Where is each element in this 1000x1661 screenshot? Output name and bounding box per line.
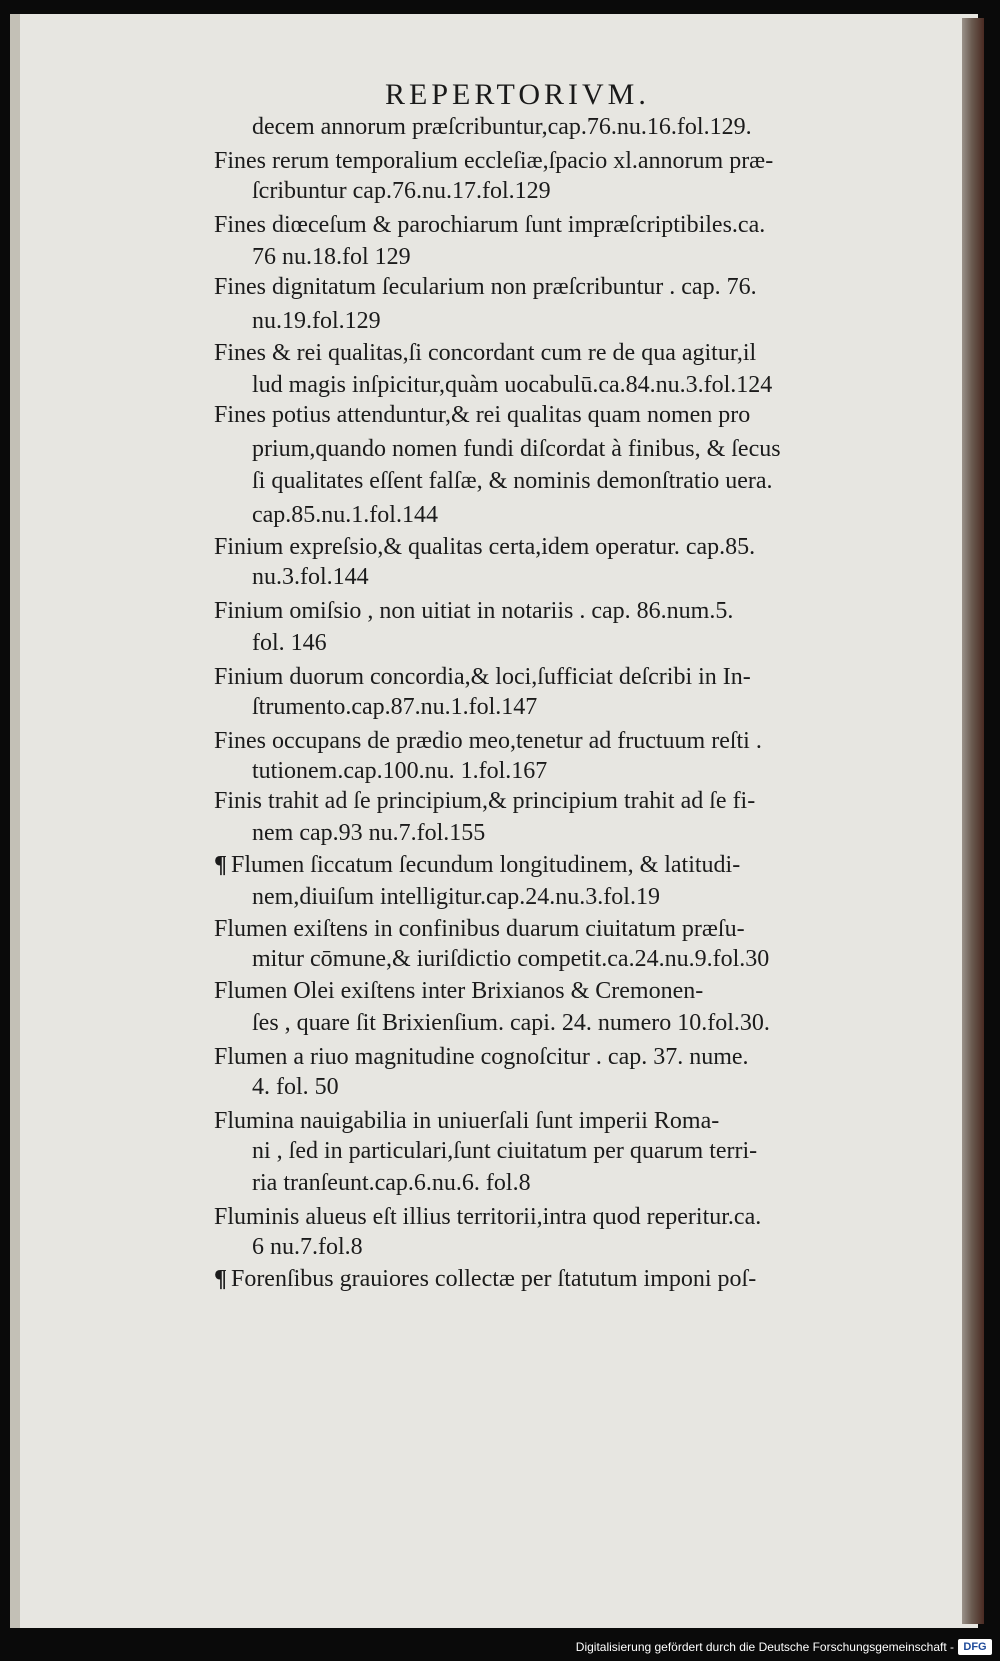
index-entry-continuation [252,945,769,973]
index-entry-line [214,401,750,429]
index-entry-continuation [252,563,369,591]
index-entry-line [214,851,740,879]
index-entry-line [214,663,751,691]
index-entry-continuation [252,177,551,205]
entry-text: cap.85.nu.1.fol.144 [252,502,438,528]
index-entry-line [214,1203,761,1231]
index-entry-continuation [252,243,411,271]
index-entry-line [252,113,752,141]
index-entry-line [214,533,755,561]
entry-text: 76 nu.18.fol 129 [252,244,411,270]
index-entry-line [214,1265,756,1293]
entry-text: tutionem.cap.100.nu. 1.fol.167 [252,758,548,784]
entry-text: prium,quando nomen fundi diſcordat à finibus, & ſecus [252,436,781,462]
entry-text: Finium expreſsio,& qualitas certa,idem operatur. cap.85. [214,534,756,560]
index-entry-line [214,1107,719,1135]
index-entry-continuation [252,693,537,721]
entry-text: Flumen Olei exiſtens inter Brixianos & Cremonen- [214,978,704,1004]
pilcrow-mark: ¶ [214,852,227,878]
entry-text: ſtrumento.cap.87.nu.1.fol.147 [252,694,538,720]
entry-text: fol. 146 [252,630,327,656]
entry-text: nu.19.fol.129 [252,308,381,334]
index-entry-line [214,339,756,367]
entry-text: lud magis inſpicitur,quàm uocabulū.ca.84.nu.3.fol.124 [252,372,773,398]
index-entry-line [214,787,755,815]
entry-text: ſcribuntur cap.76.nu.17.fol.129 [252,178,551,204]
funding-notice: Digitalisierung gefördert durch die Deutsche Forschungsgemeinschaft - [575,1640,954,1654]
entry-text: Fines occupans de prædio meo,tenetur ad fructuum reſti . [214,728,762,754]
entry-text: ſi qualitates eſſent falſæ, & nominis demonſtratio uera. [252,468,773,494]
entry-text: Fines dignitatum ſecularium non præſcribuntur . cap. 76. [214,274,757,300]
index-entry-continuation [252,1009,770,1037]
entry-text: Finis trahit ad ſe principium,& principium trahit ad ſe fi- [214,788,756,814]
index-entry-line [214,977,703,1005]
entry-text: Flumen ſiccatum ſecundum longitudinem, & latitudi- [230,852,741,878]
page-edge [962,18,984,1624]
index-entry-line [214,727,762,755]
entry-text: 4. fol. 50 [252,1074,339,1100]
index-entry-line [214,147,773,175]
index-entry-continuation [252,629,327,657]
entry-text: Fines diœceſum & parochiarum ſunt impræſcriptibiles.ca. [214,212,766,238]
entry-text: Flumen exiſtens in confinibus duarum ciuitatum præſu- [214,916,745,942]
digitization-footer [0,1636,1000,1661]
entry-text: nem,diuiſum intelligitur.cap.24.nu.3.fol.19 [252,884,660,910]
index-entry-line [214,597,733,625]
entry-text: ria tranſeunt.cap.6.nu.6. fol.8 [252,1170,531,1196]
entry-text: Fines & rei qualitas,ſi concordant cum re de qua agitur,il [214,340,757,366]
entry-text: ſes , quare ſit Brixienſium. capi. 24. numero 10.fol.30. [252,1010,770,1036]
entry-text: nu.3.fol.144 [252,564,369,590]
entry-text: Fines potius attenduntur,& rei qualitas quam nomen pro [214,402,751,428]
entry-text: Forenſibus grauiores collectæ per ſtatutum imponi poſ- [230,1266,757,1292]
entry-text: nem cap.93 nu.7.fol.155 [252,820,486,846]
entry-text: Flumina nauigabilia in uniuerſali ſunt imperii Roma- [214,1108,720,1134]
entry-text: ni , ſed in particulari,ſunt ciuitatum per quarum terri- [252,1138,758,1164]
entry-text: Flumen a riuo magnitudine cognoſcitur . cap. 37. nume. [214,1044,749,1070]
index-entry-continuation [252,467,773,495]
index-entry-continuation [252,1137,757,1165]
index-entry-line [214,273,757,301]
index-entry-line [214,1043,749,1071]
entry-text: Fluminis alueus eſt illius territorii,intra quod reperitur.ca. [214,1204,762,1230]
index-entry-line [214,211,765,239]
index-entry-continuation [252,1073,339,1101]
index-entry-continuation [252,819,485,847]
pilcrow-mark: ¶ [214,1266,227,1292]
index-entry-line [214,915,745,943]
entry-text: Finium omiſsio , non uitiat in notariis . cap. 86.num.5. [214,598,734,624]
index-entry-continuation [252,307,381,335]
entry-text: Finium duorum concordia,& loci,ſufficiat deſcribi in In- [214,664,751,690]
page-header: REPERTORIVM. [385,78,650,111]
index-entry-continuation [252,501,438,529]
entry-text: 6 nu.7.fol.8 [252,1234,363,1260]
book-page [10,14,978,1628]
entry-text: Fines rerum temporalium eccleſiæ,ſpacio xl.annorum præ- [214,148,774,174]
entry-text: decem annorum præſcribuntur,cap.76.nu.16.fol.129. [252,114,752,140]
index-entry-continuation [252,435,781,463]
dfg-logo: DFG [958,1639,992,1655]
index-entry-continuation [252,757,547,785]
index-entry-continuation [252,1233,363,1261]
index-entry-continuation [252,1169,531,1197]
index-entry-continuation [252,371,772,399]
index-entry-continuation [252,883,660,911]
entry-text: mitur cōmune,& iuriſdictio competit.ca.24.nu.9.fol.30 [252,946,770,972]
